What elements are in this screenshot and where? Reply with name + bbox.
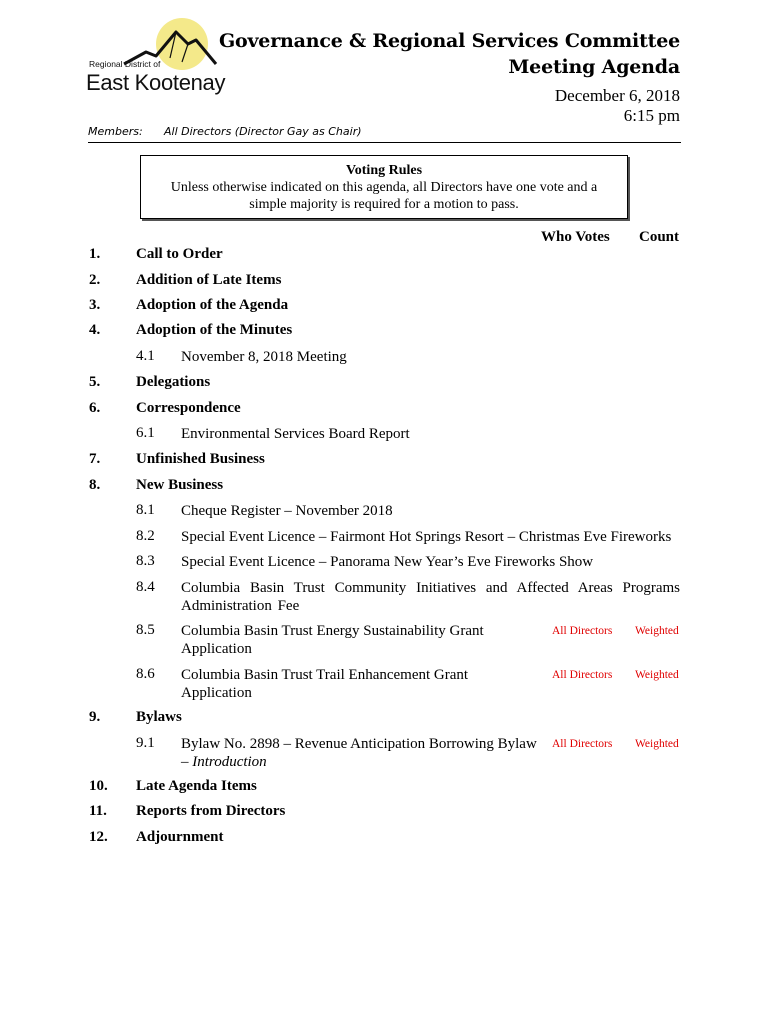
subitem-text-italic: – Introduction [181,754,267,770]
count-value: Weighted [635,738,679,750]
item-label: Call to Order [136,246,223,262]
item-number: 8. [89,477,101,493]
subitem-text: Environmental Services Board Report [181,426,410,442]
subitem-number: 8.5 [136,622,155,638]
item-label: Delegations [136,374,211,390]
item-number: 4. [89,322,101,338]
subitem-number: 8.3 [136,553,155,569]
item-label: Late Agenda Items [136,778,257,794]
subitem-text: November 8, 2018 Meeting [181,349,347,365]
subitem-number: 8.2 [136,528,155,544]
members-line [88,125,362,138]
subitem-number: 9.1 [136,735,155,751]
who-votes-value: All Directors [552,625,613,637]
count-header: Count [639,229,680,245]
item-label: Adjournment [136,829,224,845]
count-value: Weighted [635,625,679,637]
rdek-logo [84,14,234,100]
item-label: Unfinished Business [136,451,265,467]
item-number: 9. [89,709,101,725]
meeting-date: December 6, 2018 [554,86,680,105]
item-number: 1. [89,246,101,262]
item-label: Correspondence [136,400,241,416]
meeting-time: 6:15 pm [623,106,680,125]
count-value: Weighted [635,669,679,681]
subitem-text: Cheque Register – November 2018 [181,503,393,519]
item-label: Bylaws [136,709,182,725]
item-number: 7. [89,451,101,467]
members-value: All Directors (Director Gay as Chair) [164,125,362,138]
voting-rules-line2: simple majority is required for a motion to pass. [249,197,519,212]
item-number: 11. [89,803,107,819]
subitem-text: Columbia Basin Trust Community Initiatives and Affected Areas Programs Administration Fee [181,580,680,614]
voting-rules-line1: Unless otherwise indicated on this agenda, all Directors have one vote and a [170,180,598,195]
item-number: 10. [89,778,108,794]
who-votes-value: All Directors [552,738,613,750]
item-label: Adoption of the Minutes [136,322,293,338]
item-number: 6. [89,400,101,416]
item-label: Reports from Directors [136,803,286,819]
voting-rules-box [140,155,628,219]
who-votes-value: All Directors [552,669,613,681]
page-title: Governance & Regional Services Committee [218,30,680,52]
item-label: Adoption of the Agenda [136,297,289,313]
members-label: Members: [88,125,143,138]
subitem-number: 8.4 [136,579,155,595]
subitem-text: Columbia Basin Trust Energy Sustainability Grant Application [181,623,484,657]
subitem-text: Bylaw No. 2898 – Revenue Anticipation Borrowing Bylaw [181,736,537,752]
item-number: 12. [89,829,108,845]
subitem-number: 6.1 [136,425,155,441]
page-subtitle: Meeting Agenda [508,56,680,78]
item-number: 2. [89,272,101,288]
subitem-number: 8.1 [136,502,155,518]
subitem-text: Special Event Licence – Fairmont Hot Springs Resort – Christmas Eve Fireworks [181,529,672,545]
item-label: Addition of Late Items [136,272,282,288]
item-label: New Business [136,477,224,493]
voting-rules-title: Voting Rules [345,163,423,178]
item-number: 3. [89,297,101,313]
header-divider [88,142,681,143]
logo-subtitle: Regional District of [89,59,161,69]
subitem-text: Columbia Basin Trust Trail Enhancement Grant Application [181,667,469,701]
who-votes-header: Who Votes [541,229,610,245]
subitem-text: Special Event Licence – Panorama New Year’s Eve Fireworks Show [181,554,594,570]
subitem-number: 8.6 [136,666,155,682]
item-number: 5. [89,374,101,390]
logo-name: East Kootenay [86,70,226,95]
subitem-number: 4.1 [136,348,155,364]
